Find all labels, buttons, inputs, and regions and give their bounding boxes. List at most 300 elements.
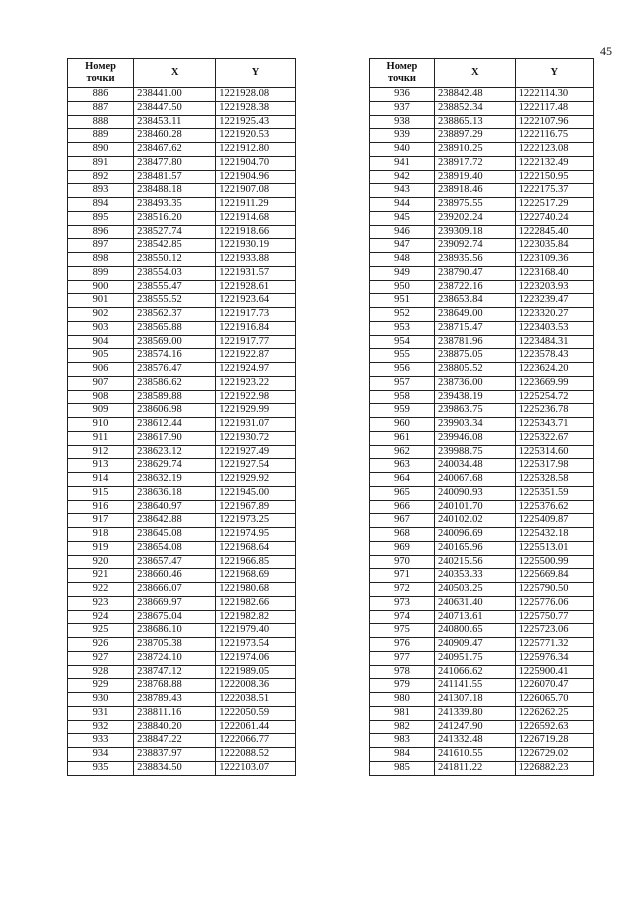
table-row	[370, 665, 594, 679]
x-coordinate-cell: 238460.28	[134, 129, 216, 143]
y-coordinate-cell: 1221922.98	[216, 390, 296, 404]
x-coordinate-cell: 238562.37	[134, 308, 216, 322]
y-coordinate-cell: 1226719.28	[515, 734, 593, 748]
x-coordinate-cell: 238555.47	[134, 280, 216, 294]
x-coordinate-cell: 238805.52	[434, 363, 515, 377]
y-header: Y	[216, 59, 296, 88]
table-row	[370, 500, 594, 514]
y-coordinate-cell: 1221968.64	[216, 541, 296, 555]
point-number-cell: 914	[68, 473, 134, 487]
table-row	[68, 693, 296, 707]
x-coordinate-cell: 240215.56	[434, 555, 515, 569]
x-coordinate-cell: 238686.10	[134, 624, 216, 638]
point-number-cell: 935	[68, 761, 134, 775]
y-coordinate-cell: 1225513.01	[515, 541, 593, 555]
point-number-cell: 957	[370, 376, 435, 390]
table-row	[68, 363, 296, 377]
y-coordinate-cell: 1221930.72	[216, 431, 296, 445]
y-coordinate-cell: 1225976.34	[515, 651, 593, 665]
x-coordinate-cell: 238550.12	[134, 253, 216, 267]
table-row	[370, 239, 594, 253]
y-coordinate-cell: 1221927.54	[216, 459, 296, 473]
table-row	[68, 308, 296, 322]
table-row	[370, 624, 594, 638]
point-number-cell: 977	[370, 651, 435, 665]
point-number-cell: 886	[68, 88, 134, 102]
point-number-cell: 950	[370, 280, 435, 294]
point-number-cell: 982	[370, 720, 435, 734]
point-number-cell: 917	[68, 514, 134, 528]
x-coordinate-cell: 238488.18	[134, 184, 216, 198]
point-number-cell: 933	[68, 734, 134, 748]
x-coordinate-cell: 238666.07	[134, 583, 216, 597]
x-coordinate-cell: 238715.47	[434, 321, 515, 335]
point-number-cell: 983	[370, 734, 435, 748]
table-row	[370, 431, 594, 445]
table-row	[68, 321, 296, 335]
point-number-cell: 910	[68, 418, 134, 432]
y-coordinate-cell: 1221918.66	[216, 225, 296, 239]
y-coordinate-cell: 1221917.73	[216, 308, 296, 322]
table-row	[68, 638, 296, 652]
x-coordinate-cell: 238617.90	[134, 431, 216, 445]
y-coordinate-cell: 1226070.47	[515, 679, 593, 693]
y-coordinate-cell: 1221967.89	[216, 500, 296, 514]
x-coordinate-cell: 238975.55	[434, 198, 515, 212]
table-row	[370, 294, 594, 308]
x-coordinate-cell: 238811.16	[134, 706, 216, 720]
table-row	[370, 418, 594, 432]
x-coordinate-cell: 238705.38	[134, 638, 216, 652]
point-number-cell: 949	[370, 266, 435, 280]
y-coordinate-cell: 1222116.75	[515, 129, 593, 143]
page-number: 45	[600, 44, 612, 58]
table-row	[370, 349, 594, 363]
y-coordinate-cell: 1223669.99	[515, 376, 593, 390]
table-row	[370, 473, 594, 487]
x-coordinate-cell: 241811.22	[434, 761, 515, 775]
y-coordinate-cell: 1221928.61	[216, 280, 296, 294]
y-coordinate-cell: 1225328.58	[515, 473, 593, 487]
point-number-cell: 941	[370, 156, 435, 170]
table-row	[68, 280, 296, 294]
point-number-cell: 938	[370, 115, 435, 129]
point-number-cell: 923	[68, 596, 134, 610]
x-coordinate-cell: 238477.80	[134, 156, 216, 170]
y-coordinate-cell: 1221923.64	[216, 294, 296, 308]
y-coordinate-cell: 1221929.99	[216, 404, 296, 418]
y-coordinate-cell: 1221931.57	[216, 266, 296, 280]
x-coordinate-cell: 238654.08	[134, 541, 216, 555]
y-coordinate-cell: 1223168.40	[515, 266, 593, 280]
point-number-cell: 900	[68, 280, 134, 294]
y-coordinate-cell: 1226065.70	[515, 693, 593, 707]
table-row	[370, 335, 594, 349]
table-row	[68, 596, 296, 610]
x-coordinate-cell: 238660.46	[134, 569, 216, 583]
x-header: X	[134, 59, 216, 88]
y-coordinate-cell: 1225500.99	[515, 555, 593, 569]
x-coordinate-cell: 240165.96	[434, 541, 515, 555]
point-number-cell: 943	[370, 184, 435, 198]
table-row	[370, 569, 594, 583]
y-coordinate-cell: 1222132.49	[515, 156, 593, 170]
y-coordinate-cell: 1223035.84	[515, 239, 593, 253]
table-row	[68, 170, 296, 184]
point-number-cell: 905	[68, 349, 134, 363]
x-coordinate-cell: 238629.74	[134, 459, 216, 473]
table-row	[370, 321, 594, 335]
y-coordinate-cell: 1222038.51	[216, 693, 296, 707]
point-number-cell: 919	[68, 541, 134, 555]
y-coordinate-cell: 1221904.96	[216, 170, 296, 184]
point-number-cell: 954	[370, 335, 435, 349]
x-coordinate-cell: 240102.02	[434, 514, 515, 528]
y-coordinate-cell: 1222845.40	[515, 225, 593, 239]
y-coordinate-cell: 1221982.82	[216, 610, 296, 624]
y-coordinate-cell: 1225376.62	[515, 500, 593, 514]
table-row	[68, 569, 296, 583]
y-coordinate-cell: 1225254.72	[515, 390, 593, 404]
point-number-cell: 894	[68, 198, 134, 212]
x-coordinate-cell: 238865.13	[434, 115, 515, 129]
point-number-cell: 946	[370, 225, 435, 239]
point-number-cell: 939	[370, 129, 435, 143]
table-row	[370, 198, 594, 212]
table-row	[370, 225, 594, 239]
x-coordinate-cell: 238834.50	[134, 761, 216, 775]
point-number-cell: 930	[68, 693, 134, 707]
table-body-right	[370, 88, 594, 776]
x-coordinate-cell: 239988.75	[434, 445, 515, 459]
x-coordinate-cell: 238574.16	[134, 349, 216, 363]
x-coordinate-cell: 238542.85	[134, 239, 216, 253]
point-number-cell: 889	[68, 129, 134, 143]
point-number-cell: 942	[370, 170, 435, 184]
table-row	[68, 459, 296, 473]
point-number-cell: 981	[370, 706, 435, 720]
point-number-cell: 953	[370, 321, 435, 335]
point-number-cell: 891	[68, 156, 134, 170]
y-coordinate-cell: 1222123.08	[515, 143, 593, 157]
y-coordinate-cell: 1221914.68	[216, 211, 296, 225]
x-coordinate-cell: 238917.72	[434, 156, 515, 170]
y-coordinate-cell: 1221904.70	[216, 156, 296, 170]
point-number-cell: 978	[370, 665, 435, 679]
x-coordinate-cell: 238640.97	[134, 500, 216, 514]
x-coordinate-cell: 240034.48	[434, 459, 515, 473]
table-row	[68, 624, 296, 638]
y-coordinate-cell: 1221979.40	[216, 624, 296, 638]
y-coordinate-cell: 1222008.36	[216, 679, 296, 693]
point-number-cell: 899	[68, 266, 134, 280]
x-coordinate-cell: 238441.00	[134, 88, 216, 102]
x-coordinate-cell: 238840.20	[134, 720, 216, 734]
table-row	[370, 528, 594, 542]
table-row	[370, 308, 594, 322]
table-row	[370, 459, 594, 473]
x-coordinate-cell: 238768.88	[134, 679, 216, 693]
x-coordinate-cell: 238875.05	[434, 349, 515, 363]
y-coordinate-cell: 1222517.29	[515, 198, 593, 212]
table-row	[68, 184, 296, 198]
table-row	[68, 445, 296, 459]
point-number-cell: 940	[370, 143, 435, 157]
point-number-cell: 944	[370, 198, 435, 212]
x-coordinate-cell: 238897.29	[434, 129, 515, 143]
y-coordinate-cell: 1221930.19	[216, 239, 296, 253]
y-coordinate-cell: 1221920.53	[216, 129, 296, 143]
x-header: X	[434, 59, 515, 88]
point-number-cell: 925	[68, 624, 134, 638]
x-coordinate-cell: 238576.47	[134, 363, 216, 377]
point-number-cell: 909	[68, 404, 134, 418]
x-coordinate-cell: 240096.69	[434, 528, 515, 542]
x-coordinate-cell: 238842.48	[434, 88, 515, 102]
table-row	[370, 143, 594, 157]
x-coordinate-cell: 238632.19	[134, 473, 216, 487]
y-coordinate-cell: 1222107.96	[515, 115, 593, 129]
point-number-cell: 913	[68, 459, 134, 473]
x-coordinate-cell: 239863.75	[434, 404, 515, 418]
table-row	[68, 156, 296, 170]
x-coordinate-cell: 238747.12	[134, 665, 216, 679]
point-number-cell: 908	[68, 390, 134, 404]
point-number-cell: 958	[370, 390, 435, 404]
x-coordinate-cell: 238852.34	[434, 101, 515, 115]
y-coordinate-cell: 1225343.71	[515, 418, 593, 432]
point-number-cell: 971	[370, 569, 435, 583]
table-row	[370, 363, 594, 377]
table-row	[68, 541, 296, 555]
point-number-cell: 979	[370, 679, 435, 693]
point-number-cell: 980	[370, 693, 435, 707]
table-row	[370, 404, 594, 418]
point-number-cell: 964	[370, 473, 435, 487]
y-coordinate-cell: 1221907.08	[216, 184, 296, 198]
table-row	[370, 596, 594, 610]
table-row	[68, 253, 296, 267]
y-coordinate-cell: 1221927.49	[216, 445, 296, 459]
table-row	[68, 115, 296, 129]
x-coordinate-cell: 240951.75	[434, 651, 515, 665]
table-row	[68, 211, 296, 225]
table-row	[370, 583, 594, 597]
point-number-cell: 907	[68, 376, 134, 390]
y-coordinate-cell: 1225317.98	[515, 459, 593, 473]
point-number-cell: 928	[68, 665, 134, 679]
x-coordinate-cell: 238675.04	[134, 610, 216, 624]
x-coordinate-cell: 238642.88	[134, 514, 216, 528]
table-row	[370, 170, 594, 184]
table-row	[370, 693, 594, 707]
y-coordinate-cell: 1226592.63	[515, 720, 593, 734]
point-number-cell: 956	[370, 363, 435, 377]
table-row	[68, 514, 296, 528]
y-coordinate-cell: 1225409.87	[515, 514, 593, 528]
table-row	[68, 665, 296, 679]
table-row	[370, 280, 594, 294]
point-number-cell: 911	[68, 431, 134, 445]
y-coordinate-cell: 1221945.00	[216, 486, 296, 500]
y-coordinate-cell: 1226882.23	[515, 761, 593, 775]
point-number-cell: 959	[370, 404, 435, 418]
table-row	[370, 706, 594, 720]
x-coordinate-cell: 238565.88	[134, 321, 216, 335]
y-coordinate-cell: 1221924.97	[216, 363, 296, 377]
y-coordinate-cell: 1222050.59	[216, 706, 296, 720]
table-row	[68, 349, 296, 363]
y-coordinate-cell: 1221925.43	[216, 115, 296, 129]
table-row	[68, 473, 296, 487]
table-row	[68, 376, 296, 390]
y-coordinate-cell: 1225236.78	[515, 404, 593, 418]
y-coordinate-cell: 1223239.47	[515, 294, 593, 308]
table-row	[370, 129, 594, 143]
point-number-cell: 966	[370, 500, 435, 514]
x-coordinate-cell: 238781.96	[434, 335, 515, 349]
table-header-row	[68, 59, 296, 88]
x-coordinate-cell: 238527.74	[134, 225, 216, 239]
y-header: Y	[515, 59, 593, 88]
table-row	[68, 610, 296, 624]
table-row	[68, 101, 296, 115]
table-row	[370, 390, 594, 404]
y-coordinate-cell: 1225723.06	[515, 624, 593, 638]
y-coordinate-cell: 1222150.95	[515, 170, 593, 184]
table-row	[68, 500, 296, 514]
table-row	[370, 101, 594, 115]
point-number-cell: 892	[68, 170, 134, 184]
y-coordinate-cell: 1225771.32	[515, 638, 593, 652]
x-coordinate-cell: 241339.80	[434, 706, 515, 720]
point-number-cell: 916	[68, 500, 134, 514]
x-coordinate-cell: 238847.22	[134, 734, 216, 748]
table-row	[370, 761, 594, 775]
x-coordinate-cell: 240713.61	[434, 610, 515, 624]
x-coordinate-cell: 238467.62	[134, 143, 216, 157]
table-row	[370, 541, 594, 555]
y-coordinate-cell: 1225432.18	[515, 528, 593, 542]
y-coordinate-cell: 1221974.95	[216, 528, 296, 542]
table-row	[68, 761, 296, 775]
table-row	[68, 418, 296, 432]
table-row	[68, 129, 296, 143]
x-coordinate-cell: 238453.11	[134, 115, 216, 129]
x-coordinate-cell: 239309.18	[434, 225, 515, 239]
x-coordinate-cell: 241247.90	[434, 720, 515, 734]
point-number-cell: 934	[68, 748, 134, 762]
y-coordinate-cell: 1221928.08	[216, 88, 296, 102]
x-coordinate-cell: 240101.70	[434, 500, 515, 514]
y-coordinate-cell: 1225776.06	[515, 596, 593, 610]
y-coordinate-cell: 1225314.60	[515, 445, 593, 459]
table-row	[370, 555, 594, 569]
y-coordinate-cell: 1222103.07	[216, 761, 296, 775]
table-row	[68, 294, 296, 308]
x-coordinate-cell: 240090.93	[434, 486, 515, 500]
point-number-cell: 887	[68, 101, 134, 115]
y-coordinate-cell: 1222117.48	[515, 101, 593, 115]
point-header-line1: Номер	[386, 60, 418, 72]
x-coordinate-cell: 239092.74	[434, 239, 515, 253]
x-coordinate-cell: 238724.10	[134, 651, 216, 665]
point-number-cell: 968	[370, 528, 435, 542]
x-coordinate-cell: 238569.00	[134, 335, 216, 349]
table-row	[370, 211, 594, 225]
table-row	[68, 335, 296, 349]
coordinates-table-right	[369, 58, 594, 776]
point-number-cell: 947	[370, 239, 435, 253]
point-number-cell: 898	[68, 253, 134, 267]
point-number-cell: 888	[68, 115, 134, 129]
table-row	[68, 266, 296, 280]
table-row	[68, 225, 296, 239]
x-coordinate-cell: 239438.19	[434, 390, 515, 404]
table-row	[370, 266, 594, 280]
y-coordinate-cell: 1223403.53	[515, 321, 593, 335]
x-coordinate-cell: 238447.50	[134, 101, 216, 115]
point-number-cell: 974	[370, 610, 435, 624]
y-coordinate-cell: 1221989.05	[216, 665, 296, 679]
table-row	[370, 720, 594, 734]
point-number-header	[68, 59, 134, 88]
y-coordinate-cell: 1221929.92	[216, 473, 296, 487]
point-number-cell: 973	[370, 596, 435, 610]
point-number-cell: 921	[68, 569, 134, 583]
y-coordinate-cell: 1221980.68	[216, 583, 296, 597]
x-coordinate-cell: 240353.33	[434, 569, 515, 583]
y-coordinate-cell: 1222114.30	[515, 88, 593, 102]
table-row	[370, 376, 594, 390]
table-row	[68, 390, 296, 404]
y-coordinate-cell: 1221922.87	[216, 349, 296, 363]
x-coordinate-cell: 238790.47	[434, 266, 515, 280]
y-coordinate-cell: 1222061.44	[216, 720, 296, 734]
y-coordinate-cell: 1221933.88	[216, 253, 296, 267]
y-coordinate-cell: 1221931.07	[216, 418, 296, 432]
point-number-cell: 890	[68, 143, 134, 157]
x-coordinate-cell: 238586.62	[134, 376, 216, 390]
x-coordinate-cell: 240631.40	[434, 596, 515, 610]
point-number-cell: 932	[68, 720, 134, 734]
point-number-cell: 926	[68, 638, 134, 652]
table-row	[68, 679, 296, 693]
x-coordinate-cell: 240067.68	[434, 473, 515, 487]
x-coordinate-cell: 238910.25	[434, 143, 515, 157]
point-number-cell: 896	[68, 225, 134, 239]
x-coordinate-cell: 240909.47	[434, 638, 515, 652]
point-header-line1: Номер	[85, 60, 116, 72]
y-coordinate-cell: 1223320.27	[515, 308, 593, 322]
x-coordinate-cell: 238481.57	[134, 170, 216, 184]
point-number-cell: 984	[370, 748, 435, 762]
point-number-cell: 985	[370, 761, 435, 775]
x-coordinate-cell: 241141.55	[434, 679, 515, 693]
point-header-line2: точки	[86, 73, 115, 84]
x-coordinate-cell: 241307.18	[434, 693, 515, 707]
y-coordinate-cell: 1225790.50	[515, 583, 593, 597]
x-coordinate-cell: 238555.52	[134, 294, 216, 308]
x-coordinate-cell: 238516.20	[134, 211, 216, 225]
table-row	[68, 88, 296, 102]
x-coordinate-cell: 238837.97	[134, 748, 216, 762]
x-coordinate-cell: 238918.46	[434, 184, 515, 198]
point-header-line2: точки	[387, 73, 416, 84]
y-coordinate-cell: 1222175.37	[515, 184, 593, 198]
point-number-header	[370, 59, 435, 88]
point-number-cell: 970	[370, 555, 435, 569]
